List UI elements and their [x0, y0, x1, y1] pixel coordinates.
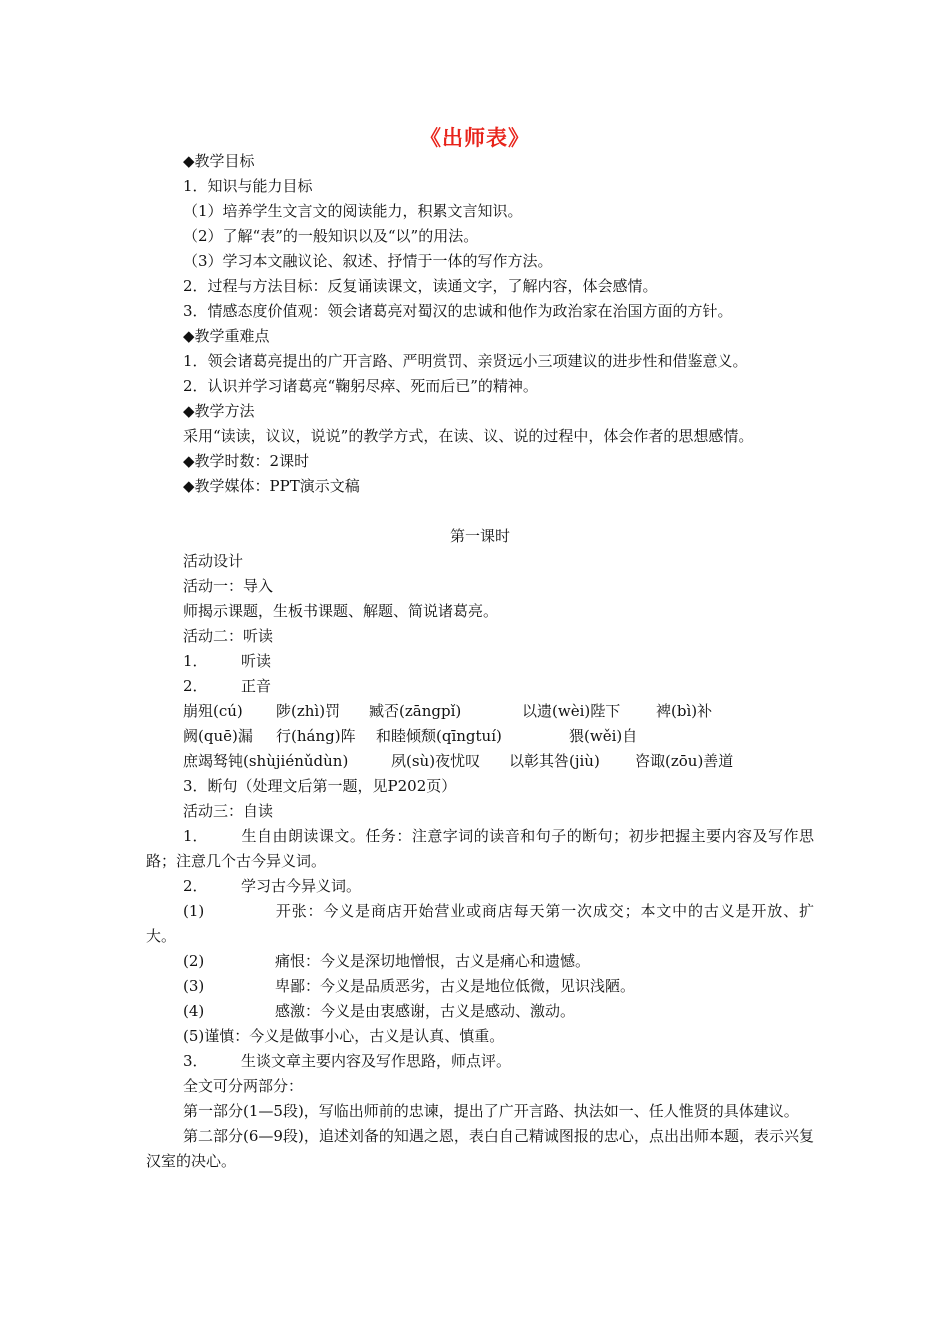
item-number: (1): [183, 902, 205, 920]
paragraph: 全文可分两部分：: [183, 1077, 304, 1095]
item-text: 痛恨：今义是深切地憎恨，古义是痛心和遗憾。: [275, 952, 591, 970]
heading-teaching-method: ◆教学方法: [183, 402, 255, 420]
paragraph: （1）培养学生文言文的阅读能力，积累文言知识。: [183, 202, 523, 220]
pronunciation-item: 和睦倾颓(qīngtuí): [376, 727, 502, 745]
numbered-item: [146, 999, 814, 1024]
item-number: 2．: [183, 877, 208, 895]
pronunciation-row: [146, 724, 814, 749]
heading-key-points: ◆教学重难点: [183, 327, 270, 345]
numbered-item: [146, 649, 814, 674]
spacer: [146, 499, 814, 524]
pronunciation-item: 陟(zhì)罚: [276, 702, 341, 720]
paragraph: 活动设计: [183, 552, 244, 570]
numbered-item: [146, 874, 814, 899]
numbered-item: [146, 1049, 814, 1074]
item-number: (4): [183, 1002, 205, 1020]
pronunciation-item: 裨(bì)补: [656, 702, 713, 720]
heading-teaching-media: ◆教学媒体：PPT演示文稿: [183, 477, 360, 495]
pronunciation-item: 行(háng)阵: [276, 727, 356, 745]
document-title: 《出师表》: [420, 126, 530, 150]
numbered-item: [146, 824, 814, 874]
heading-class-hours: ◆教学时数：2课时: [183, 452, 310, 470]
paragraph: 活动二：听读: [183, 627, 274, 645]
pronunciation-row: [146, 749, 814, 774]
item-number: 2．: [183, 677, 208, 695]
item-text: 开张：今义是商店开始营业或商店每天第一次成交；本文中的古义是开放、扩大。: [146, 902, 814, 945]
pronunciation-row: [146, 699, 814, 724]
paragraph: 活动一：导入: [183, 577, 274, 595]
item-number: 1．: [183, 652, 208, 670]
paragraph: 师揭示课题，生板书课题、解题、简说诸葛亮。: [183, 602, 499, 620]
item-number: 1．: [183, 827, 208, 845]
pronunciation-item: 夙(sù)夜忧叹: [391, 752, 481, 770]
paragraph: 3．情感态度价值观：领会诸葛亮对蜀汉的忠诚和他作为政治家在治国方面的方针。: [183, 302, 733, 320]
paragraph: 2．过程与方法目标：反复诵读课文，读通文字，了解内容，体会感情。: [183, 277, 658, 295]
numbered-item: [146, 674, 814, 699]
pronunciation-item: 咨诹(zōu)善道: [635, 752, 734, 770]
item-text: 正音: [241, 677, 272, 695]
paragraph: （2）了解“表”的一般知识以及“以”的用法。: [183, 227, 479, 245]
pronunciation-item: 崩殂(cú): [183, 702, 243, 720]
item-text: 学习古今异义词。: [241, 877, 362, 895]
document-body: [146, 149, 814, 1174]
numbered-item: [146, 899, 814, 949]
pronunciation-item: 臧否(zāngpǐ): [369, 702, 462, 720]
paragraph: 3．断句（处理文后第一题，见P202页）: [183, 777, 457, 795]
item-number: (2): [183, 952, 205, 970]
paragraph: 1．领会诸葛亮提出的广开言路、严明赏罚、亲贤远小三项建议的进步性和借鉴意义。: [183, 352, 748, 370]
pronunciation-item: 猥(wěi)自: [569, 727, 638, 745]
pronunciation-item: 以彰其咎(jiù): [509, 752, 600, 770]
numbered-item: [146, 949, 814, 974]
item-text: 感激：今义是由衷感谢，古义是感动、激动。: [275, 1002, 576, 1020]
numbered-item: [146, 974, 814, 999]
paragraph: 活动三：自读: [183, 802, 274, 820]
pronunciation-item: 庶竭驽钝(shùjiénǔdùn): [183, 752, 349, 770]
pronunciation-item: 阙(quē)漏: [183, 727, 253, 745]
paragraph: 第二部分(6—9段)，追述刘备的知遇之恩，表白自己精诚图报的忠心，点出出师本题，表示兴复汉室的决心。: [146, 1127, 814, 1170]
paragraph: 采用“读读，议议，说说”的教学方式，在读、议、说的过程中，体会作者的思想感情。: [183, 427, 754, 445]
pronunciation-item: 以遗(wèi)陛下: [522, 702, 621, 720]
item-text: 卑鄙：今义是品质恶劣，古义是地位低微，见识浅陋。: [275, 977, 636, 995]
heading-teaching-goals: ◆教学目标: [183, 152, 255, 170]
paragraph: 2．认识并学习诸葛亮“鞠躬尽瘁、死而后已”的精神。: [183, 377, 538, 395]
item-number: 3．: [183, 1052, 208, 1070]
paragraph: 1．知识与能力目标: [183, 177, 313, 195]
item-text: 听读: [241, 652, 272, 670]
item-text: 生谈文章主要内容及写作思路，师点评。: [241, 1052, 512, 1070]
paragraph: (5)谨慎：今义是做事小心，古义是认真、慎重。: [183, 1027, 505, 1045]
item-text: 生自由朗读课文。任务：注意字词的读音和句子的断句；初步把握主要内容及写作思路；注意几个古今异义词。: [146, 827, 814, 870]
section-heading: 第一课时: [449, 527, 510, 545]
paragraph: 第一部分(1—5段)，写临出师前的忠谏，提出了广开言路、执法如一、任人惟贤的具体建议。: [183, 1102, 799, 1120]
paragraph: （3）学习本文融议论、叙述、抒情于一体的写作方法。: [183, 252, 553, 270]
item-number: (3): [183, 977, 205, 995]
